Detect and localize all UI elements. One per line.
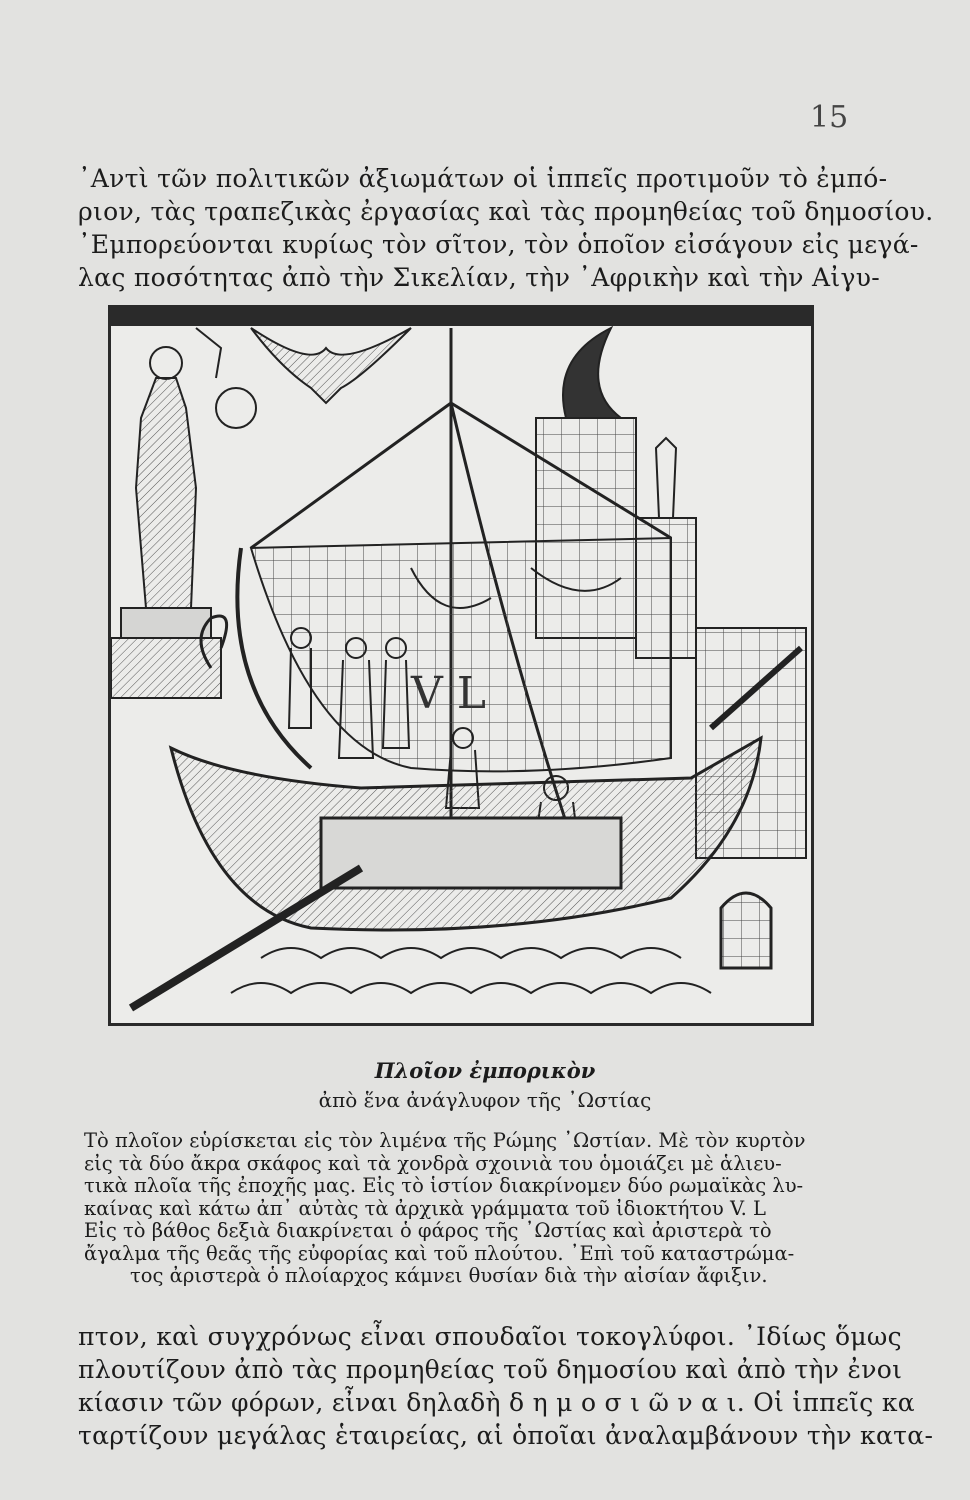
text-line: λας ποσότητας ἀπὸ τὴν Σικελίαν, τὴν ᾿Αφρικὴν καὶ τὴν Αἰγυ- <box>78 263 880 292</box>
ship-engraving <box>111 308 811 1023</box>
text-line: ᾿Εμπορεύονται κυρίως τὸν σῖτον, τὸν ὁποῖον εἰσάγουν εἰς μεγά- <box>78 230 919 259</box>
caption-line: τος ἀριστερὰ ὁ πλοίαρχος κάμνει θυσίαν διὰ τὴν αἰσίαν ἄφιξιν. <box>130 1264 768 1287</box>
water-waves <box>231 948 711 993</box>
figure-caption-title: Πλοῖον ἐμπορικὸν <box>374 1058 596 1083</box>
caption-line: ἄγαλμα τῆς θεᾶς τῆς εὐφορίας καὶ τοῦ πλούτου. ᾿Επὶ τοῦ καταστρώμα- <box>84 1241 795 1265</box>
caption-line: καίνας καὶ κάτω ἀπ᾿ αὐτὰς τὰ ἀρχικὰ γράμματα τοῦ ἰδιοκτήτου V. L <box>84 1196 766 1220</box>
caption-line: Τὸ πλοῖον εὑρίσκεται εἰς τὸν λιμένα τῆς Ρώμης ᾿Ωστίαν. Μὲ τὸν κυρτὸν <box>84 1129 806 1152</box>
page-number: 15 <box>810 100 849 135</box>
top-paragraph <box>78 162 934 294</box>
text-line: πλουτίζουν ἀπὸ τὰς προμηθείας τοῦ δημοσίου καὶ ἀπὸ τὴν ἐνοι <box>78 1355 903 1384</box>
bottom-paragraph <box>78 1320 934 1452</box>
ship-relief-illustration <box>108 305 814 1026</box>
text-line: πτον, καὶ συγχρόνως εἶναι σπουδαῖοι τοκογλύφοι. ᾿Ιδίως ὅμως <box>78 1322 902 1351</box>
svg-text:V L: V L <box>411 668 486 719</box>
text-line: ᾿Αντὶ τῶν πολιτικῶν ἀξιωμάτων οἱ ἱππεῖς προτιμοῦν τὸ ἐμπό- <box>78 164 888 193</box>
text-line: ριον, τὰς τραπεζικὰς ἐργασίας καὶ τὰς προμηθείας τοῦ δημοσίου. <box>78 197 934 226</box>
text-line: ταρτίζουν μεγάλας ἑταιρείας, αἱ ὁποῖαι ἀναλαμβάνουν τὴν κατα- <box>78 1421 934 1450</box>
figure-caption-body <box>84 1130 844 1288</box>
text-line: κίασιν τῶν φόρων, εἶναι δηλαδὴ δ η μ ο σ ι ῶ ν α ι. Οἱ ἱππεῖς κα <box>78 1388 915 1417</box>
caption-line: Εἰς τὸ βάθος δεξιὰ διακρίνεται ὁ φάρος τῆς ᾿Ωστίας καὶ ἀριστερὰ τὸ <box>84 1219 772 1242</box>
caption-line: εἰς τὰ δύο ἄκρα σκάφος καὶ τὰ χονδρὰ σχοινιὰ του ὁμοιάζει μὲ ἁλιευ- <box>84 1151 782 1175</box>
sail <box>237 538 671 771</box>
caption-line: τικὰ πλοῖα τῆς ἐποχῆς μας. Εἰς τὸ ἱστίον διακρίνομεν δύο ρωμαϊκὰς λυ- <box>84 1174 804 1197</box>
eagle <box>251 328 411 403</box>
goddess-statue <box>111 328 256 698</box>
figure-caption-source: ἀπὸ ἕνα ἀνάγλυφον τῆς ᾿Ωστίας <box>318 1088 652 1112</box>
arched-doorway <box>721 893 771 968</box>
